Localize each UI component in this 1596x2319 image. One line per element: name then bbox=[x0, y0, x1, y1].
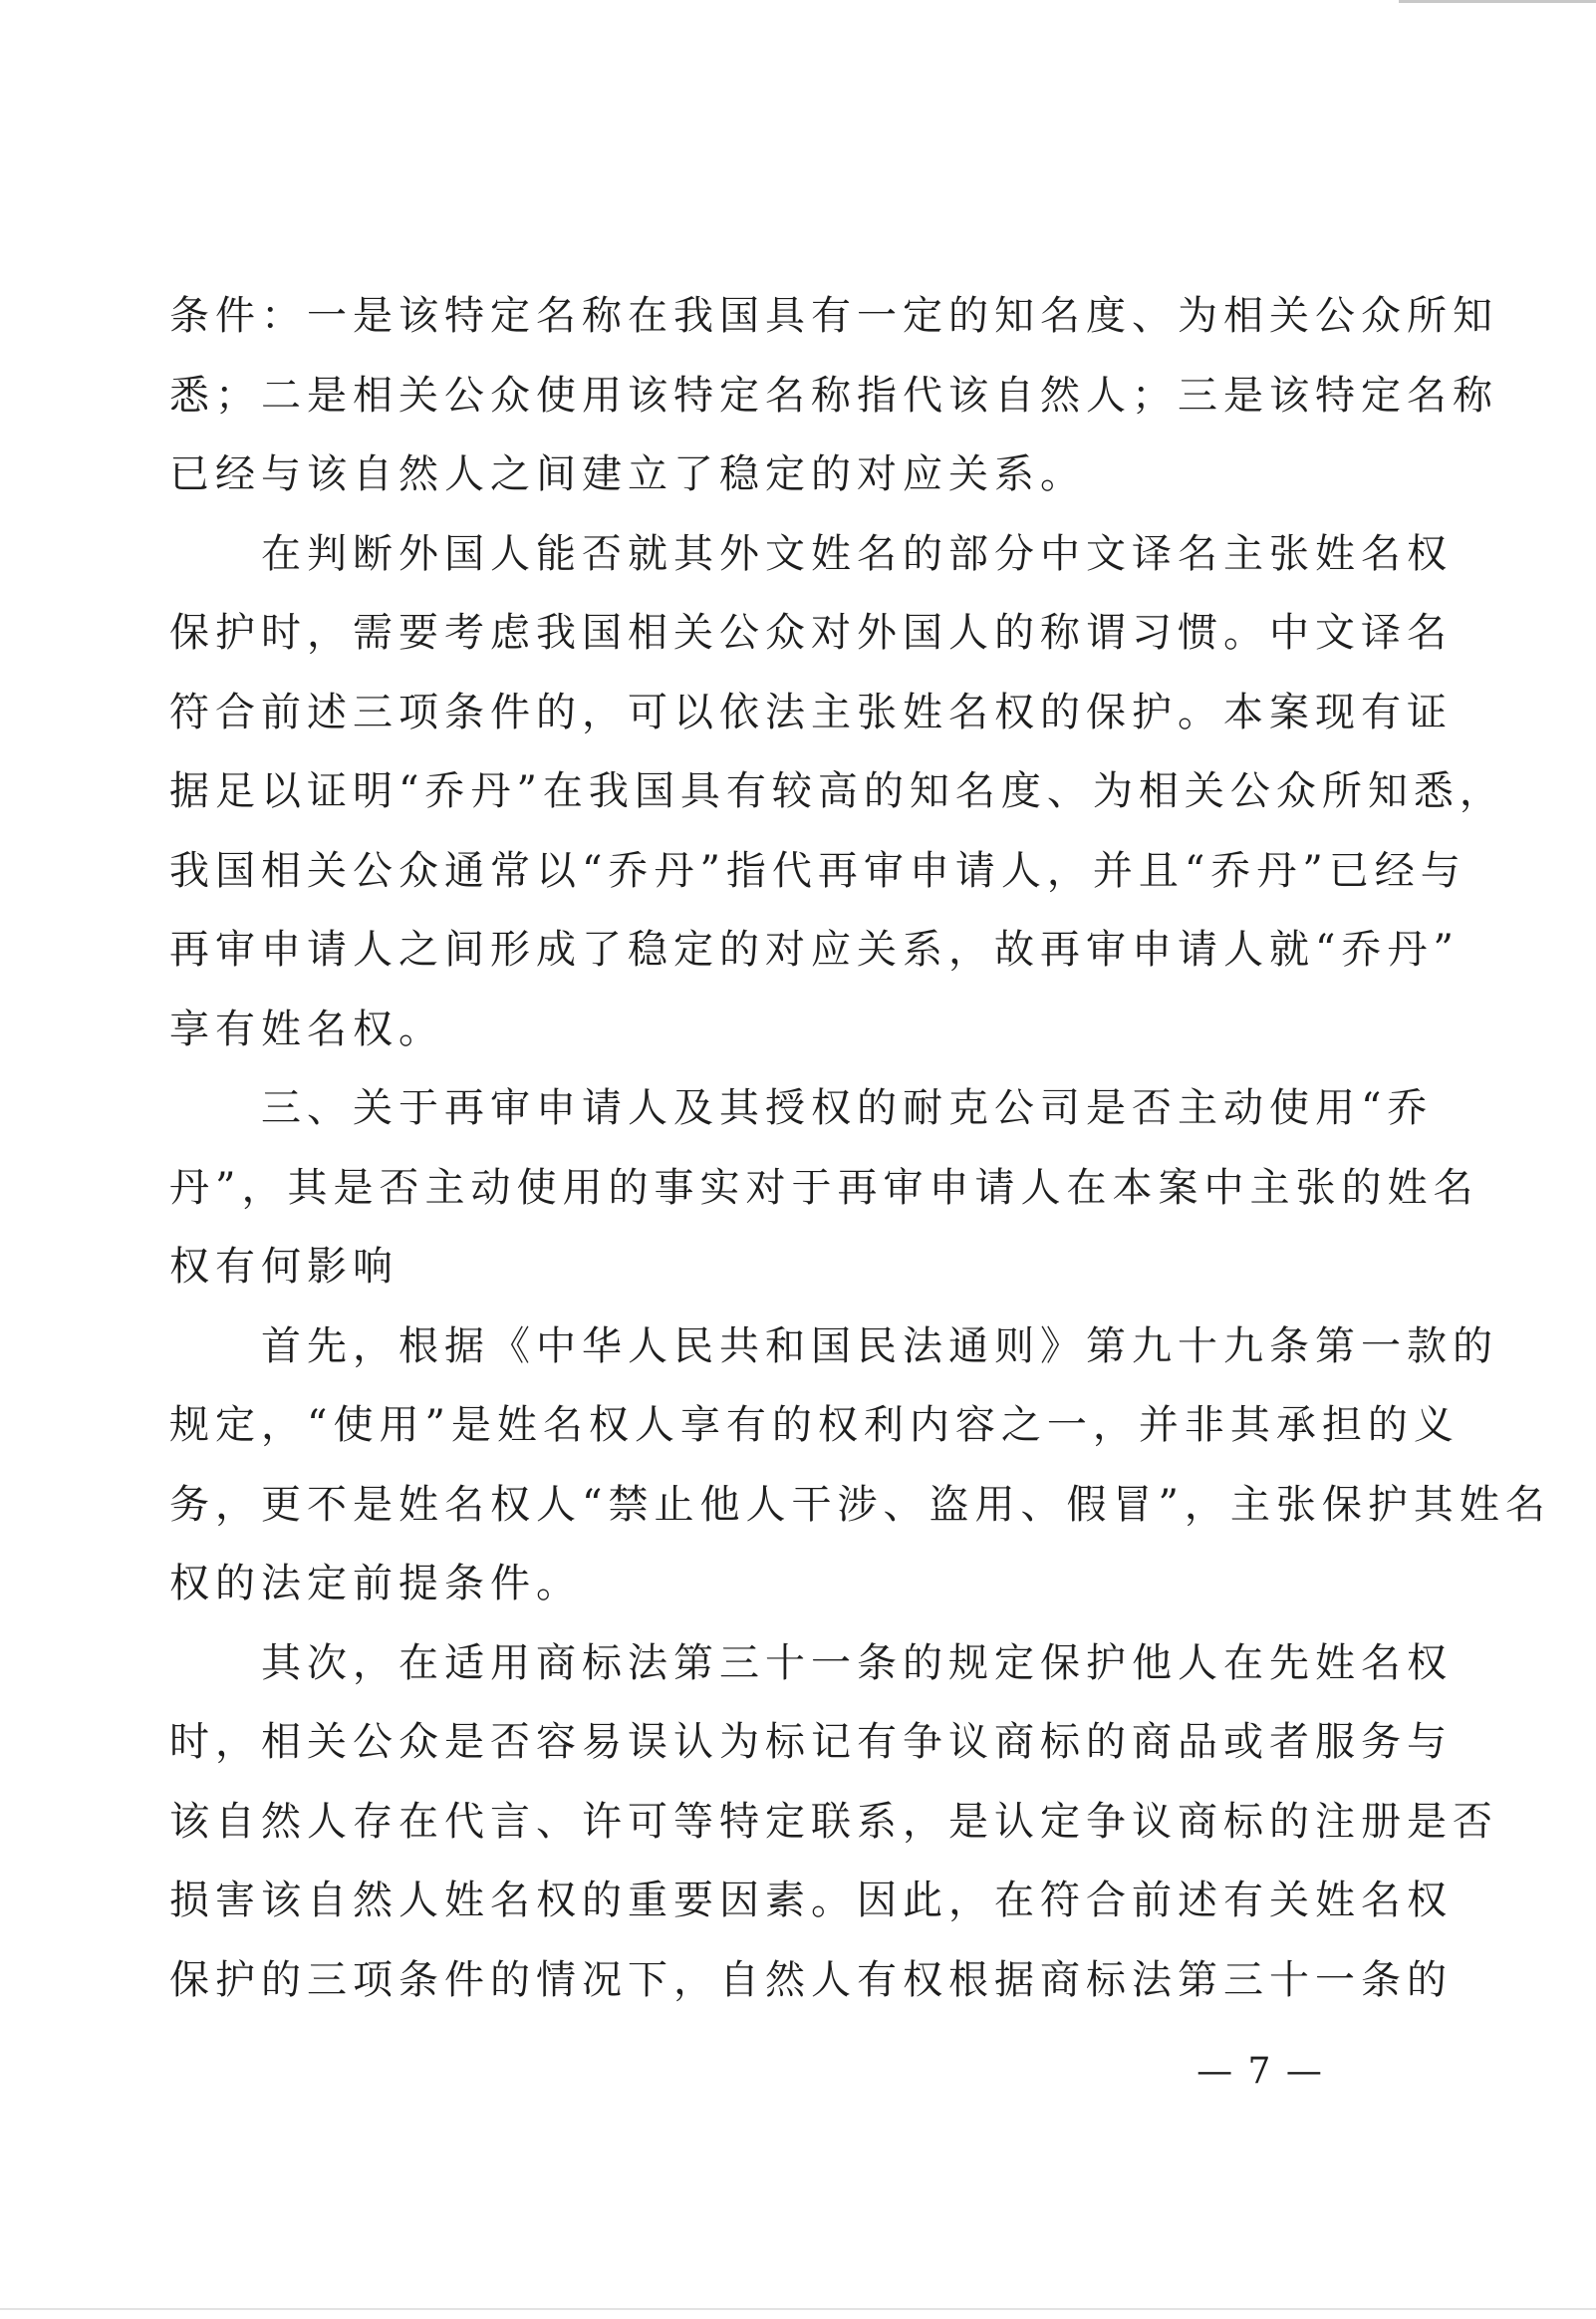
body-line: 再审申请人之间形成了稳定的对应关系，故再审申请人就“乔丹” bbox=[169, 927, 1460, 973]
body-line: 在判断外国人能否就其外文姓名的部分中文译名主张姓名权 bbox=[169, 530, 1453, 577]
body-line: 已经与该自然人之间建立了稳定的对应关系。 bbox=[169, 451, 1086, 497]
body-line: 损害该自然人姓名权的重要因素。因此，在符合前述有关姓名权 bbox=[169, 1878, 1453, 1923]
body-line: 保护时，需要考虑我国相关公众对外国人的称谓习惯。中文译名 bbox=[169, 610, 1453, 656]
body-line: 条件：一是该特定名称在我国具有一定的知名度、为相关公众所知 bbox=[169, 293, 1498, 339]
body-line: 丹”，其是否主动使用的事实对于再审申请人在本案中主张的姓名 bbox=[169, 1164, 1479, 1211]
body-line: 权的法定前提条件。 bbox=[169, 1561, 582, 1606]
page-number: — 7 — bbox=[1197, 2051, 1324, 2092]
body-line: 保护的三项条件的情况下，自然人有权根据商标法第三十一条的 bbox=[169, 1956, 1453, 2003]
scan-edge-bottom bbox=[0, 2308, 1596, 2310]
body-line: 悉；二是相关公众使用该特定名称指代该自然人；三是该特定名称 bbox=[169, 372, 1498, 419]
body-line: 首先，根据《中华人民共和国民法通则》第九十九条第一款的 bbox=[169, 1322, 1498, 1369]
body-line: 其次，在适用商标法第三十一条的规定保护他人在先姓名权 bbox=[169, 1639, 1453, 1686]
body-line: 规定，“使用”是姓名权人享有的权利内容之一，并非其承担的义 bbox=[169, 1402, 1460, 1448]
body-line: 我国相关公众通常以“乔丹”指代再审申请人，并且“乔丹”已经与 bbox=[169, 847, 1466, 894]
scan-edge-top bbox=[1399, 0, 1596, 3]
body-line: 据足以证明“乔丹”在我国具有较高的知名度、为相关公众所知悉， bbox=[169, 768, 1505, 814]
body-line: 务，更不是姓名权人“禁止他人干涉、盗用、假冒”，主张保护其姓名 bbox=[169, 1481, 1551, 1528]
body-line: 享有姓名权。 bbox=[169, 1006, 444, 1052]
document-body bbox=[169, 277, 1551, 2020]
body-line: 该自然人存在代言、许可等特定联系，是认定争议商标的注册是否 bbox=[169, 1798, 1498, 1845]
body-line: 三、关于再审申请人及其授权的耐克公司是否主动使用“乔 bbox=[169, 1085, 1434, 1131]
body-line: 符合前述三项条件的，可以依法主张姓名权的保护。本案现有证 bbox=[169, 689, 1453, 735]
body-line: 时，相关公众是否容易误认为标记有争议商标的商品或者服务与 bbox=[169, 1719, 1453, 1765]
body-line: 权有何影响 bbox=[169, 1244, 399, 1290]
